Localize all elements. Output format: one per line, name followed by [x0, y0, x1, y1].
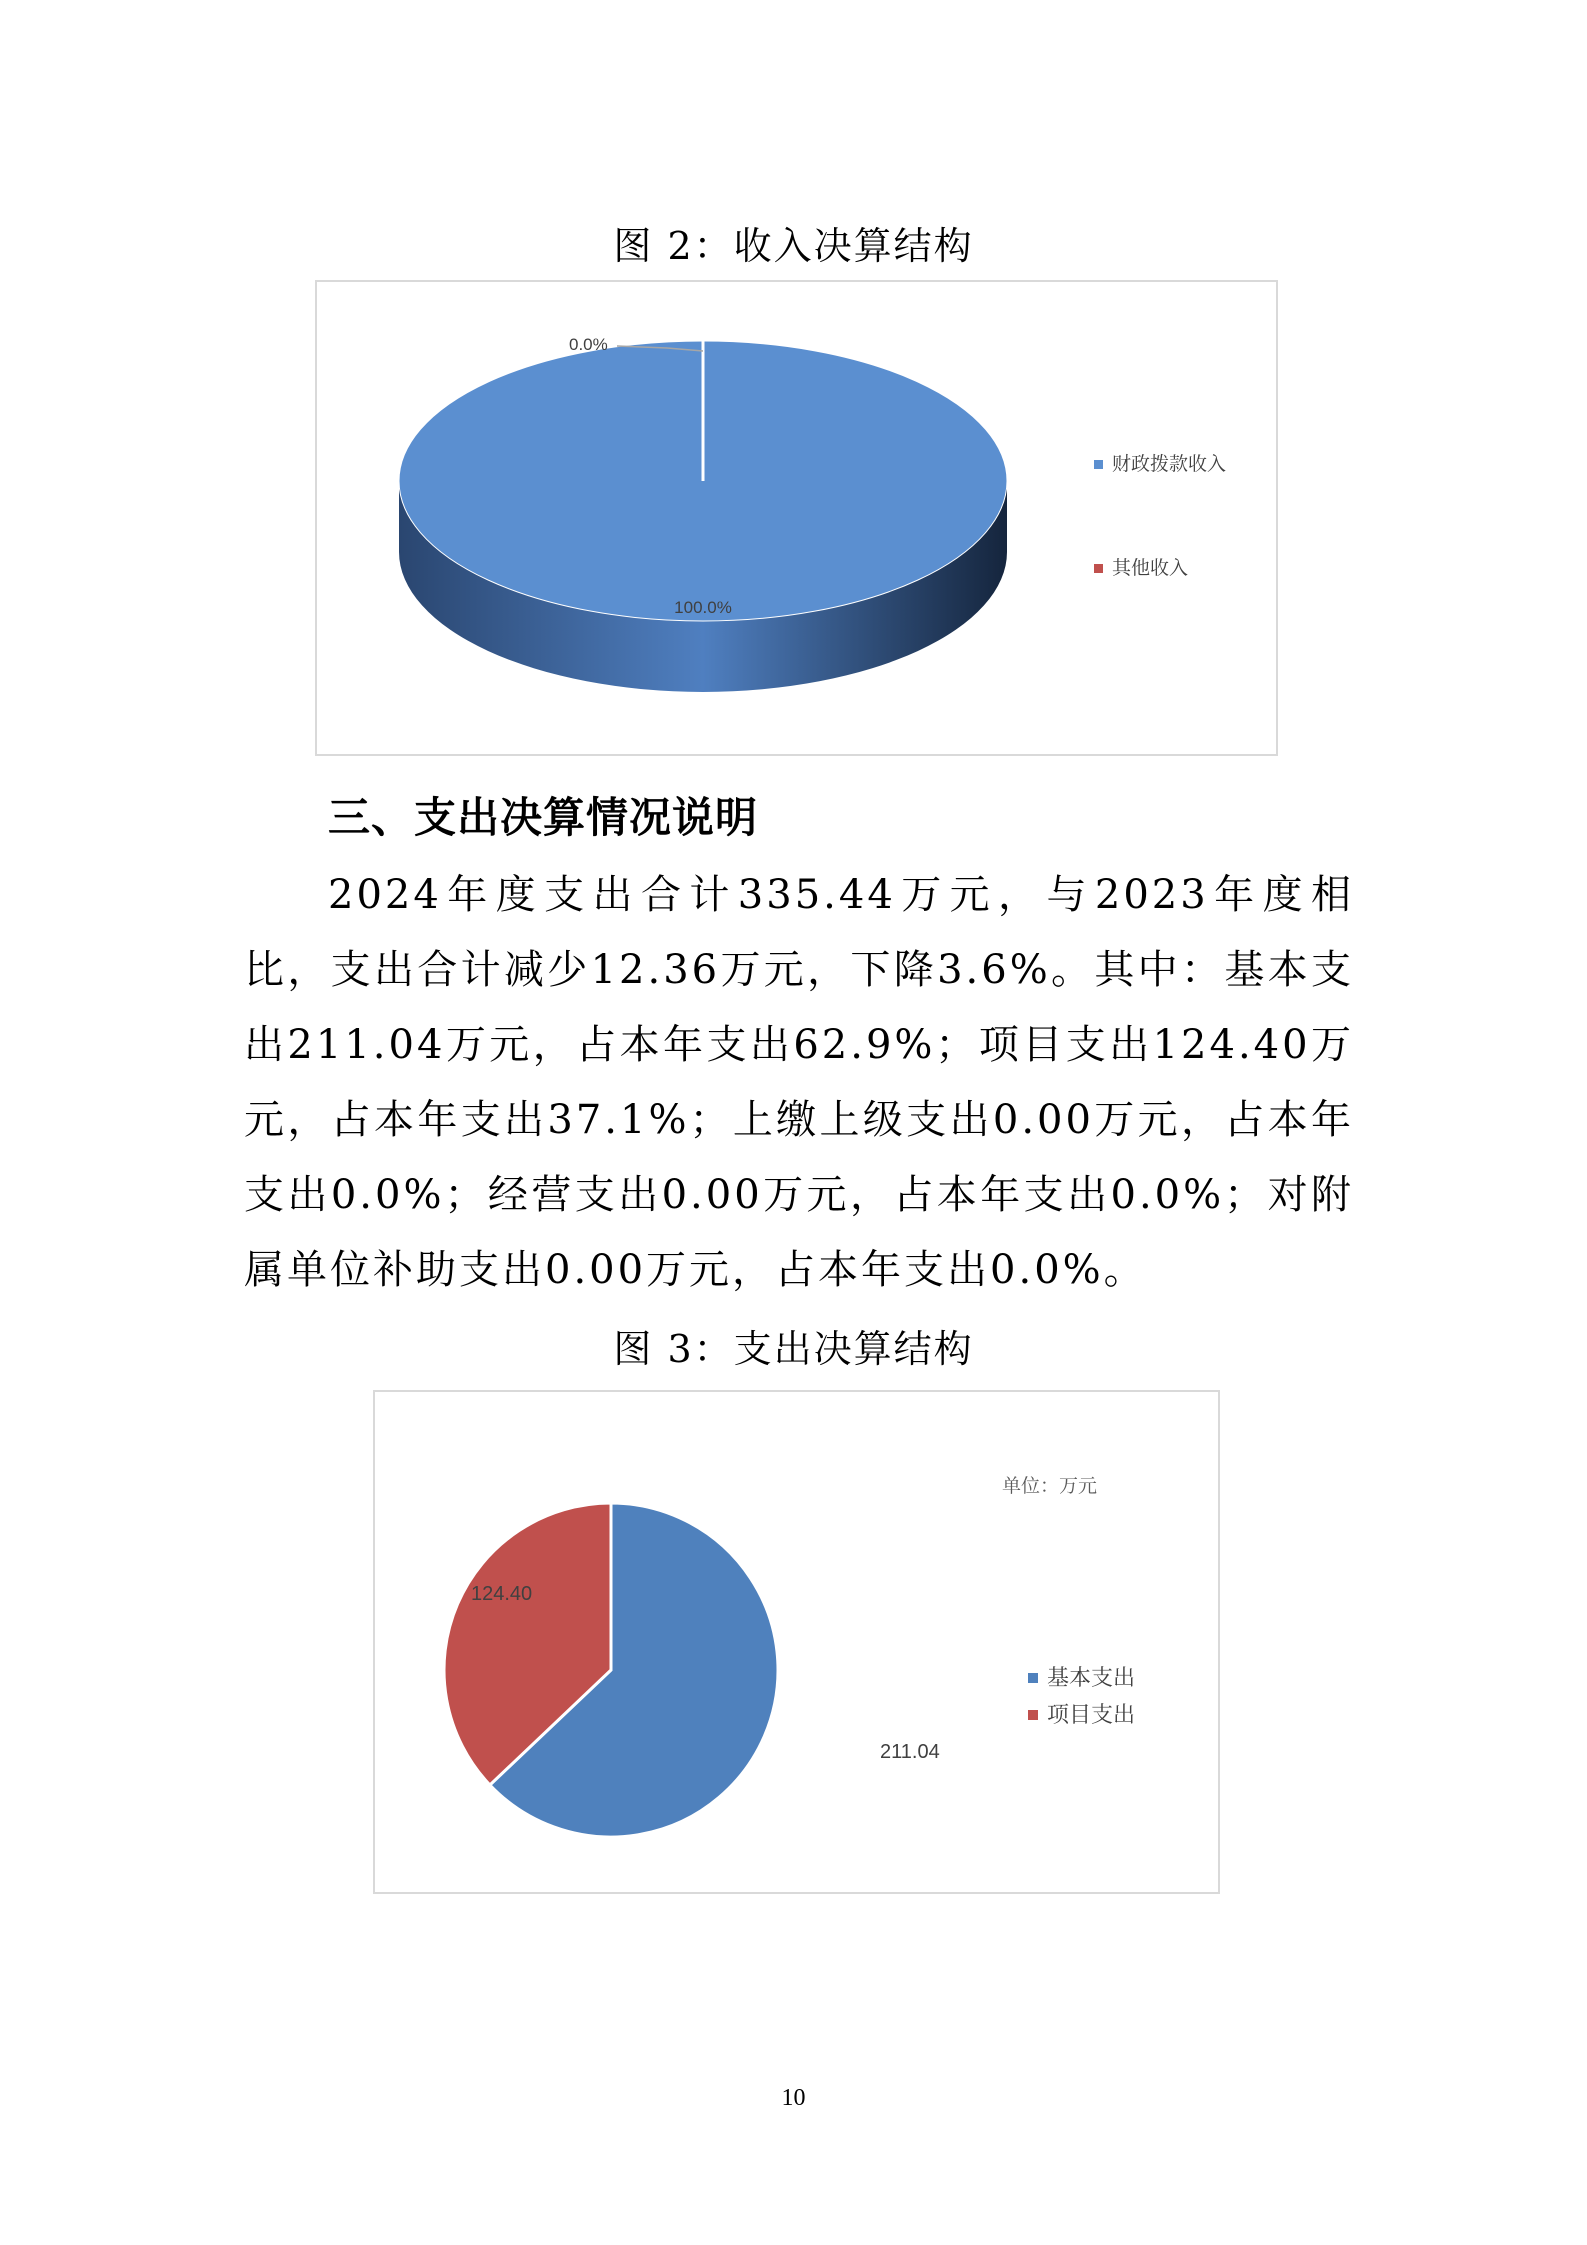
legend-label-project: 项目支出: [1047, 1703, 1136, 1728]
figure3-pie-svg: [375, 1392, 1222, 1896]
pie3d-label-other: 0.0%: [569, 335, 608, 354]
body-paragraph: 2024年度支出合计335.44万元，与2023年度相比，支出合计减少12.36万元，下降3.6%。其中：基本支出211.04万元，占本年支出62.9%；项目支出124.40万元，占本年支出37.1%；上缴上级支出0.00万元，占本年支出0.0%；经营支出0.00万元，占本年支出0.0%；对附属单位补助支出0.00万元，占本年支出0.0%。: [244, 872, 1354, 1293]
figure3-chart: [373, 1390, 1220, 1894]
legend-swatch-fiscal: [1094, 460, 1103, 469]
figure2-caption: 图 2：收入决算结构: [613, 224, 974, 268]
pie-label-project: 124.40: [471, 1583, 533, 1605]
pie3d-label-fiscal: 100.0%: [674, 598, 732, 617]
legend-label-other: 其他收入: [1112, 557, 1189, 579]
legend-label-fiscal: 财政拨款收入: [1112, 453, 1227, 475]
page-number: 10: [781, 2085, 806, 2111]
pie-label-basic: 211.04: [880, 1741, 940, 1763]
legend-swatch-other: [1094, 564, 1103, 573]
legend-swatch-project: [1028, 1710, 1038, 1720]
figure3-caption: 图 3：支出决算结构: [613, 1327, 974, 1371]
legend-label-basic: 基本支出: [1047, 1666, 1136, 1691]
unit-note: 单位：万元: [1002, 1475, 1098, 1497]
figure2-chart: [315, 280, 1278, 756]
section-heading: 三、支出决算情况说明: [328, 793, 759, 842]
figure2-pie-svg: [317, 282, 1280, 758]
legend-swatch-basic: [1028, 1673, 1038, 1683]
